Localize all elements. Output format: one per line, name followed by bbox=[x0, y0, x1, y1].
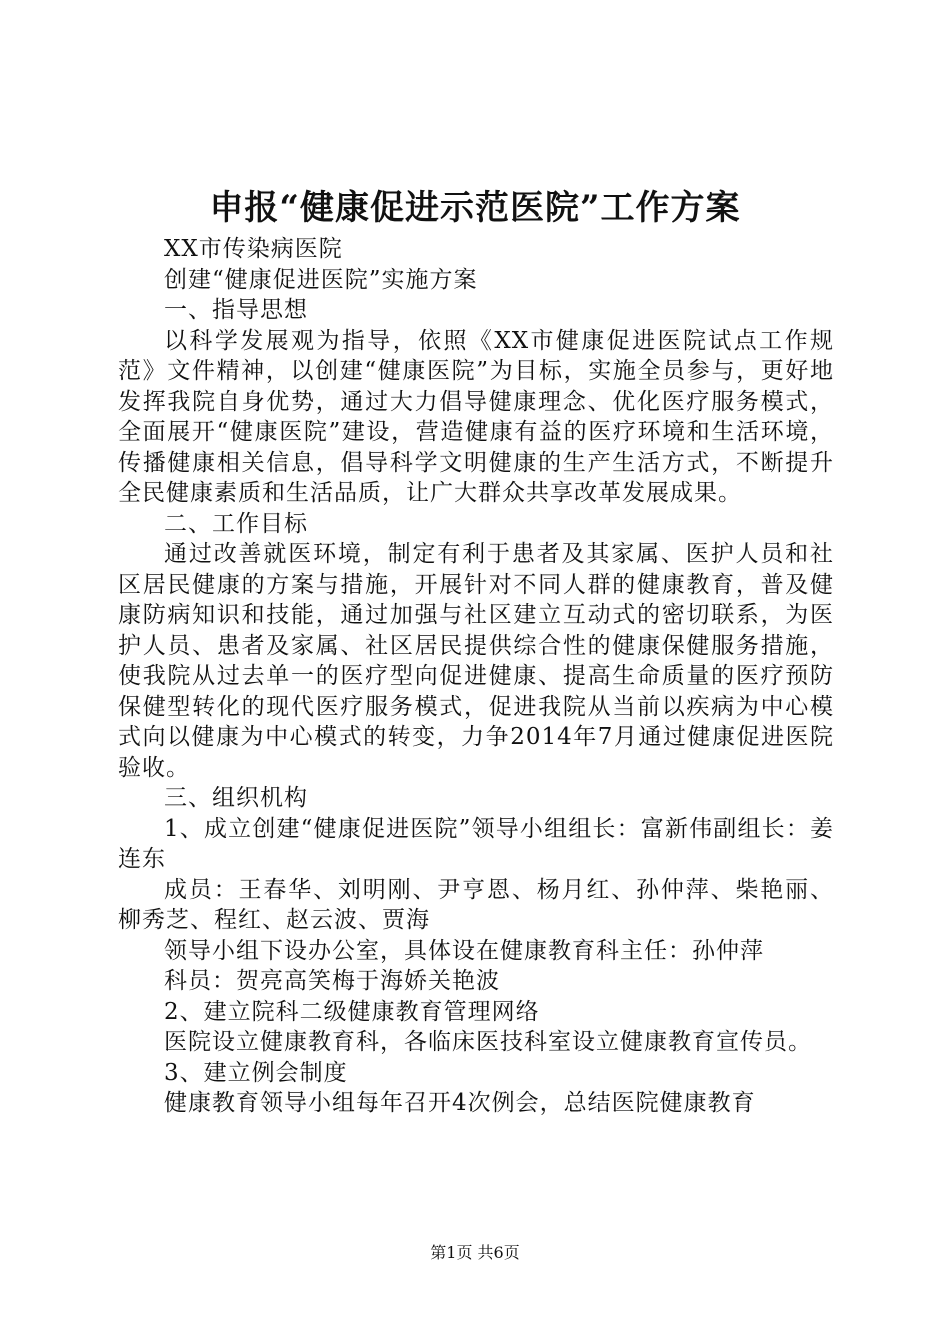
paragraph-leadership-group: 1、成立创建“健康促进医院”领导小组组长：富新伟副组长：姜连东 bbox=[118, 815, 834, 872]
paragraph-staff: 科员：贺亮高笑梅于海娇关艳波 bbox=[164, 968, 500, 994]
section-heading-organization: 三、组织机构 bbox=[164, 785, 308, 811]
paragraph-meeting: 健康教育领导小组每年召开4次例会，总结医院健康教育 bbox=[164, 1090, 756, 1116]
paragraph-network-heading: 2、建立院科二级健康教育管理网络 bbox=[164, 998, 540, 1025]
plan-subtitle-line: 创建“健康促进医院”实施方案 bbox=[164, 266, 478, 293]
paragraph-meeting-heading: 3、建立例会制度 bbox=[164, 1059, 348, 1086]
document-body bbox=[118, 234, 834, 1119]
paragraph-office: 领导小组下设办公室，具体设在健康教育科主任：孙仲萍 bbox=[164, 937, 764, 964]
section-heading-work-goals: 二、工作目标 bbox=[164, 510, 308, 537]
section-heading-guiding-ideology: 一、指导思想 bbox=[164, 297, 308, 323]
document-title: 申报“健康促进示范医院”工作方案 bbox=[209, 188, 741, 228]
paragraph-members: 成员：王春华、刘明刚、尹亨恩、杨月红、孙仲萍、柴艳丽、柳秀芝、程红、赵云波、贾海 bbox=[118, 876, 834, 933]
paragraph-network: 医院设立健康教育科，各临床医技科室设立健康教育宣传员。 bbox=[164, 1029, 812, 1055]
paragraph-guiding-ideology: 以科学发展观为指导，依照《XX市健康促进医院试点工作规范》文件精神，以创建“健康医院”为目标，实施全员参与，更好地发挥我院自身优势，通过大力倡导健康理念、优化医疗服务模式，全面展开“健康医院”建设，营造健康有益的医疗环境和生活环境，传播健康相关信息，倡导科学文明健康的生产生活方式，不断提升全民健康素质和生活品质，让广大群众共享改革发展成果。 bbox=[118, 327, 834, 506]
hospital-name-line: XX市传染病医院 bbox=[164, 236, 343, 262]
page-footer: 第1页 共6页 bbox=[430, 1243, 520, 1262]
paragraph-work-goals: 通过改善就医环境，制定有利于患者及其家属、医护人员和社区居民健康的方案与措施，开展针对不同人群的健康教育，普及健康防病知识和技能，通过加强与社区建立互动式的密切联系，为医护人员、患者及家属、社区居民提供综合性的健康保健服务措施，使我院从过去单一的医疗型向促进健康、提高生命质量的医疗预防保健型转化的现代医疗服务模式，促进我院从当前以疾病为中心模式向以健康为中心模式的转变，力争2014年7月通过健康促进医院验收。 bbox=[118, 541, 834, 781]
